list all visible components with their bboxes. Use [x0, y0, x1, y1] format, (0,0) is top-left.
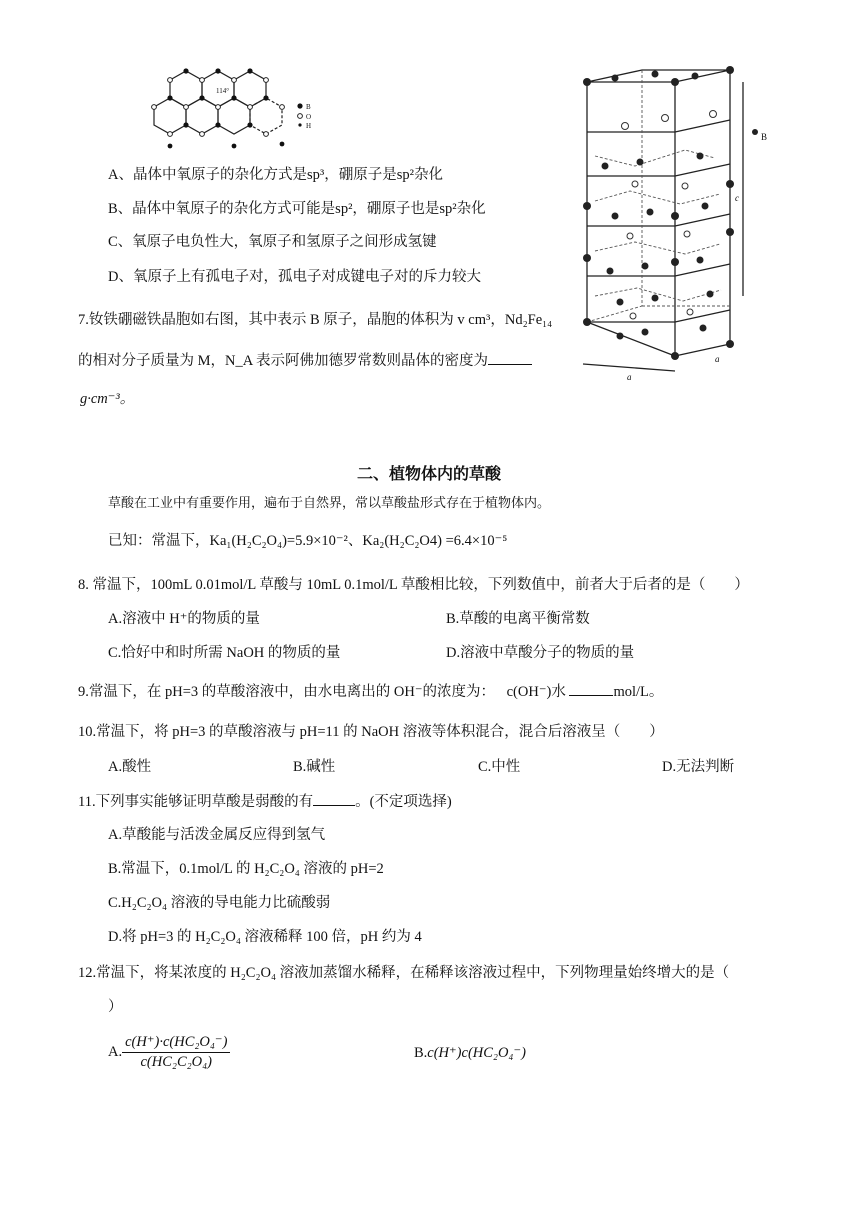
- crystal-label-c: c: [735, 193, 739, 203]
- q12-option-b[interactable]: [414, 1045, 526, 1062]
- q10-option-a[interactable]: A.酸性: [108, 759, 152, 775]
- q11-option-d[interactable]: D.将 pH=3 的 H₂C₂O₄ 溶液稀释 100 倍，pH 约为 4: [108, 929, 422, 945]
- q11-answer-blank[interactable]: [313, 791, 355, 806]
- q7-unit: g·cm⁻³。: [80, 391, 135, 407]
- q11-stem-line: [78, 791, 452, 812]
- q11-stem-post: 。(不定项选择): [355, 794, 452, 810]
- q8-option-d[interactable]: D.溶液中草酸分子的物质的量: [446, 645, 635, 661]
- crystal-label-b: B: [761, 132, 768, 142]
- q10-option-c[interactable]: C.中性: [478, 759, 521, 775]
- q7-line2-wrap: [78, 350, 532, 371]
- legend-h-label: H: [306, 122, 312, 130]
- legend-o-label: O: [306, 113, 312, 121]
- q12-option-b-expr: c(H⁺)c(HC₂O₄⁻): [427, 1045, 526, 1061]
- q12-option-a-numerator: c(H⁺)·c(HC₂O₄⁻): [122, 1034, 230, 1053]
- q9-expr: c(OH⁻)水: [506, 684, 566, 700]
- q9-unit: mol/L。: [613, 684, 664, 700]
- q7-line2: 的相对分子质量为 M，N_A 表示阿佛加德罗常数则晶体的密度为: [78, 353, 489, 369]
- crystal-label-a2: a: [715, 354, 720, 364]
- q12-option-a[interactable]: [108, 1034, 230, 1071]
- q9-answer-blank[interactable]: [569, 681, 613, 696]
- q9-stem: 9.常温下，在 pH=3 的草酸溶液中，由水电离出的 OH⁻的浓度为：: [78, 684, 495, 700]
- q8-option-a[interactable]: A.溶液中 H⁺的物质的量: [108, 611, 260, 627]
- q11-option-b[interactable]: B.常温下，0.1mol/L 的 H₂C₂O₄ 溶液的 pH=2: [108, 861, 384, 877]
- q6-option-c: C、氧原子电负性大，氧原子和氢原子之间形成氢键: [108, 234, 437, 250]
- hex-angle-label: 114°: [216, 87, 230, 95]
- q7-line1: 7.钕铁硼磁铁晶胞如右图，其中表示 B 原子，晶胞的体积为 v cm³，Nd₂Fe₁₄: [78, 312, 553, 328]
- q8-stem: 8. 常温下，100mL 0.01mol/L 草酸与 10mL 0.1mol/L 草酸相比较，下列数值中，前者大于后者的是（ ）: [78, 577, 749, 593]
- q12-stem-close: ）: [108, 999, 123, 1015]
- q6-option-b: B、晶体中氧原子的杂化方式可能是sp²，硼原子也是sp²杂化: [108, 201, 486, 217]
- q11-option-c[interactable]: C.H₂C₂O₄ 溶液的导电能力比硫酸弱: [108, 895, 331, 911]
- q11-option-a[interactable]: A.草酸能与活泼金属反应得到氢气: [108, 827, 326, 843]
- section2-intro: 草酸在工业中有重要作用，遍布于自然界，常以草酸盐形式存在于植物体内。: [108, 496, 551, 511]
- section2-known: 已知：常温下，Ka₁(H₂C₂O₄)=5.9×10⁻²、Ka₂(H₂C₂O4) =6.4×10⁻⁵: [108, 533, 508, 549]
- crystal-label-a: a: [627, 372, 632, 382]
- q10-option-d[interactable]: D.无法判断: [662, 759, 735, 775]
- q6-option-a: A、晶体中氧原子的杂化方式是sp³，硼原子是sp²杂化: [108, 167, 443, 183]
- q6-option-d: D、氧原子上有孤电子对，孤电子对成键电子对的斥力较大: [108, 269, 481, 285]
- q7-answer-blank[interactable]: [488, 350, 532, 365]
- q12-option-a-fraction: [122, 1034, 230, 1071]
- crystal-cell-figure: [575, 66, 775, 382]
- q12-option-a-label: A.: [108, 1044, 123, 1060]
- q12-option-b-label: B.: [414, 1045, 428, 1061]
- q12-option-a-denominator: c(HC₂C₂O₄): [140, 1054, 213, 1070]
- q8-option-b[interactable]: B.草酸的电离平衡常数: [446, 611, 590, 627]
- q10-stem: 10.常温下，将 pH=3 的草酸溶液与 pH=11 的 NaOH 溶液等体积混合，混合后溶液呈（ ）: [78, 724, 664, 740]
- q8-option-c[interactable]: C.恰好中和时所需 NaOH 的物质的量: [108, 645, 341, 661]
- q9-line: [78, 681, 663, 702]
- section2-title: 二、植物体内的草酸: [357, 464, 502, 483]
- q11-stem-pre: 11.下列事实能够证明草酸是弱酸的有: [78, 794, 314, 810]
- q10-option-b[interactable]: B.碱性: [293, 759, 336, 775]
- legend-b-label: B: [306, 103, 311, 111]
- boric-acid-structure-figure: [140, 66, 320, 150]
- q12-stem: 12.常温下，将某浓度的 H₂C₂O₄ 溶液加蒸馏水稀释，在稀释该溶液过程中，下列物理量始终增大的是（: [78, 965, 730, 981]
